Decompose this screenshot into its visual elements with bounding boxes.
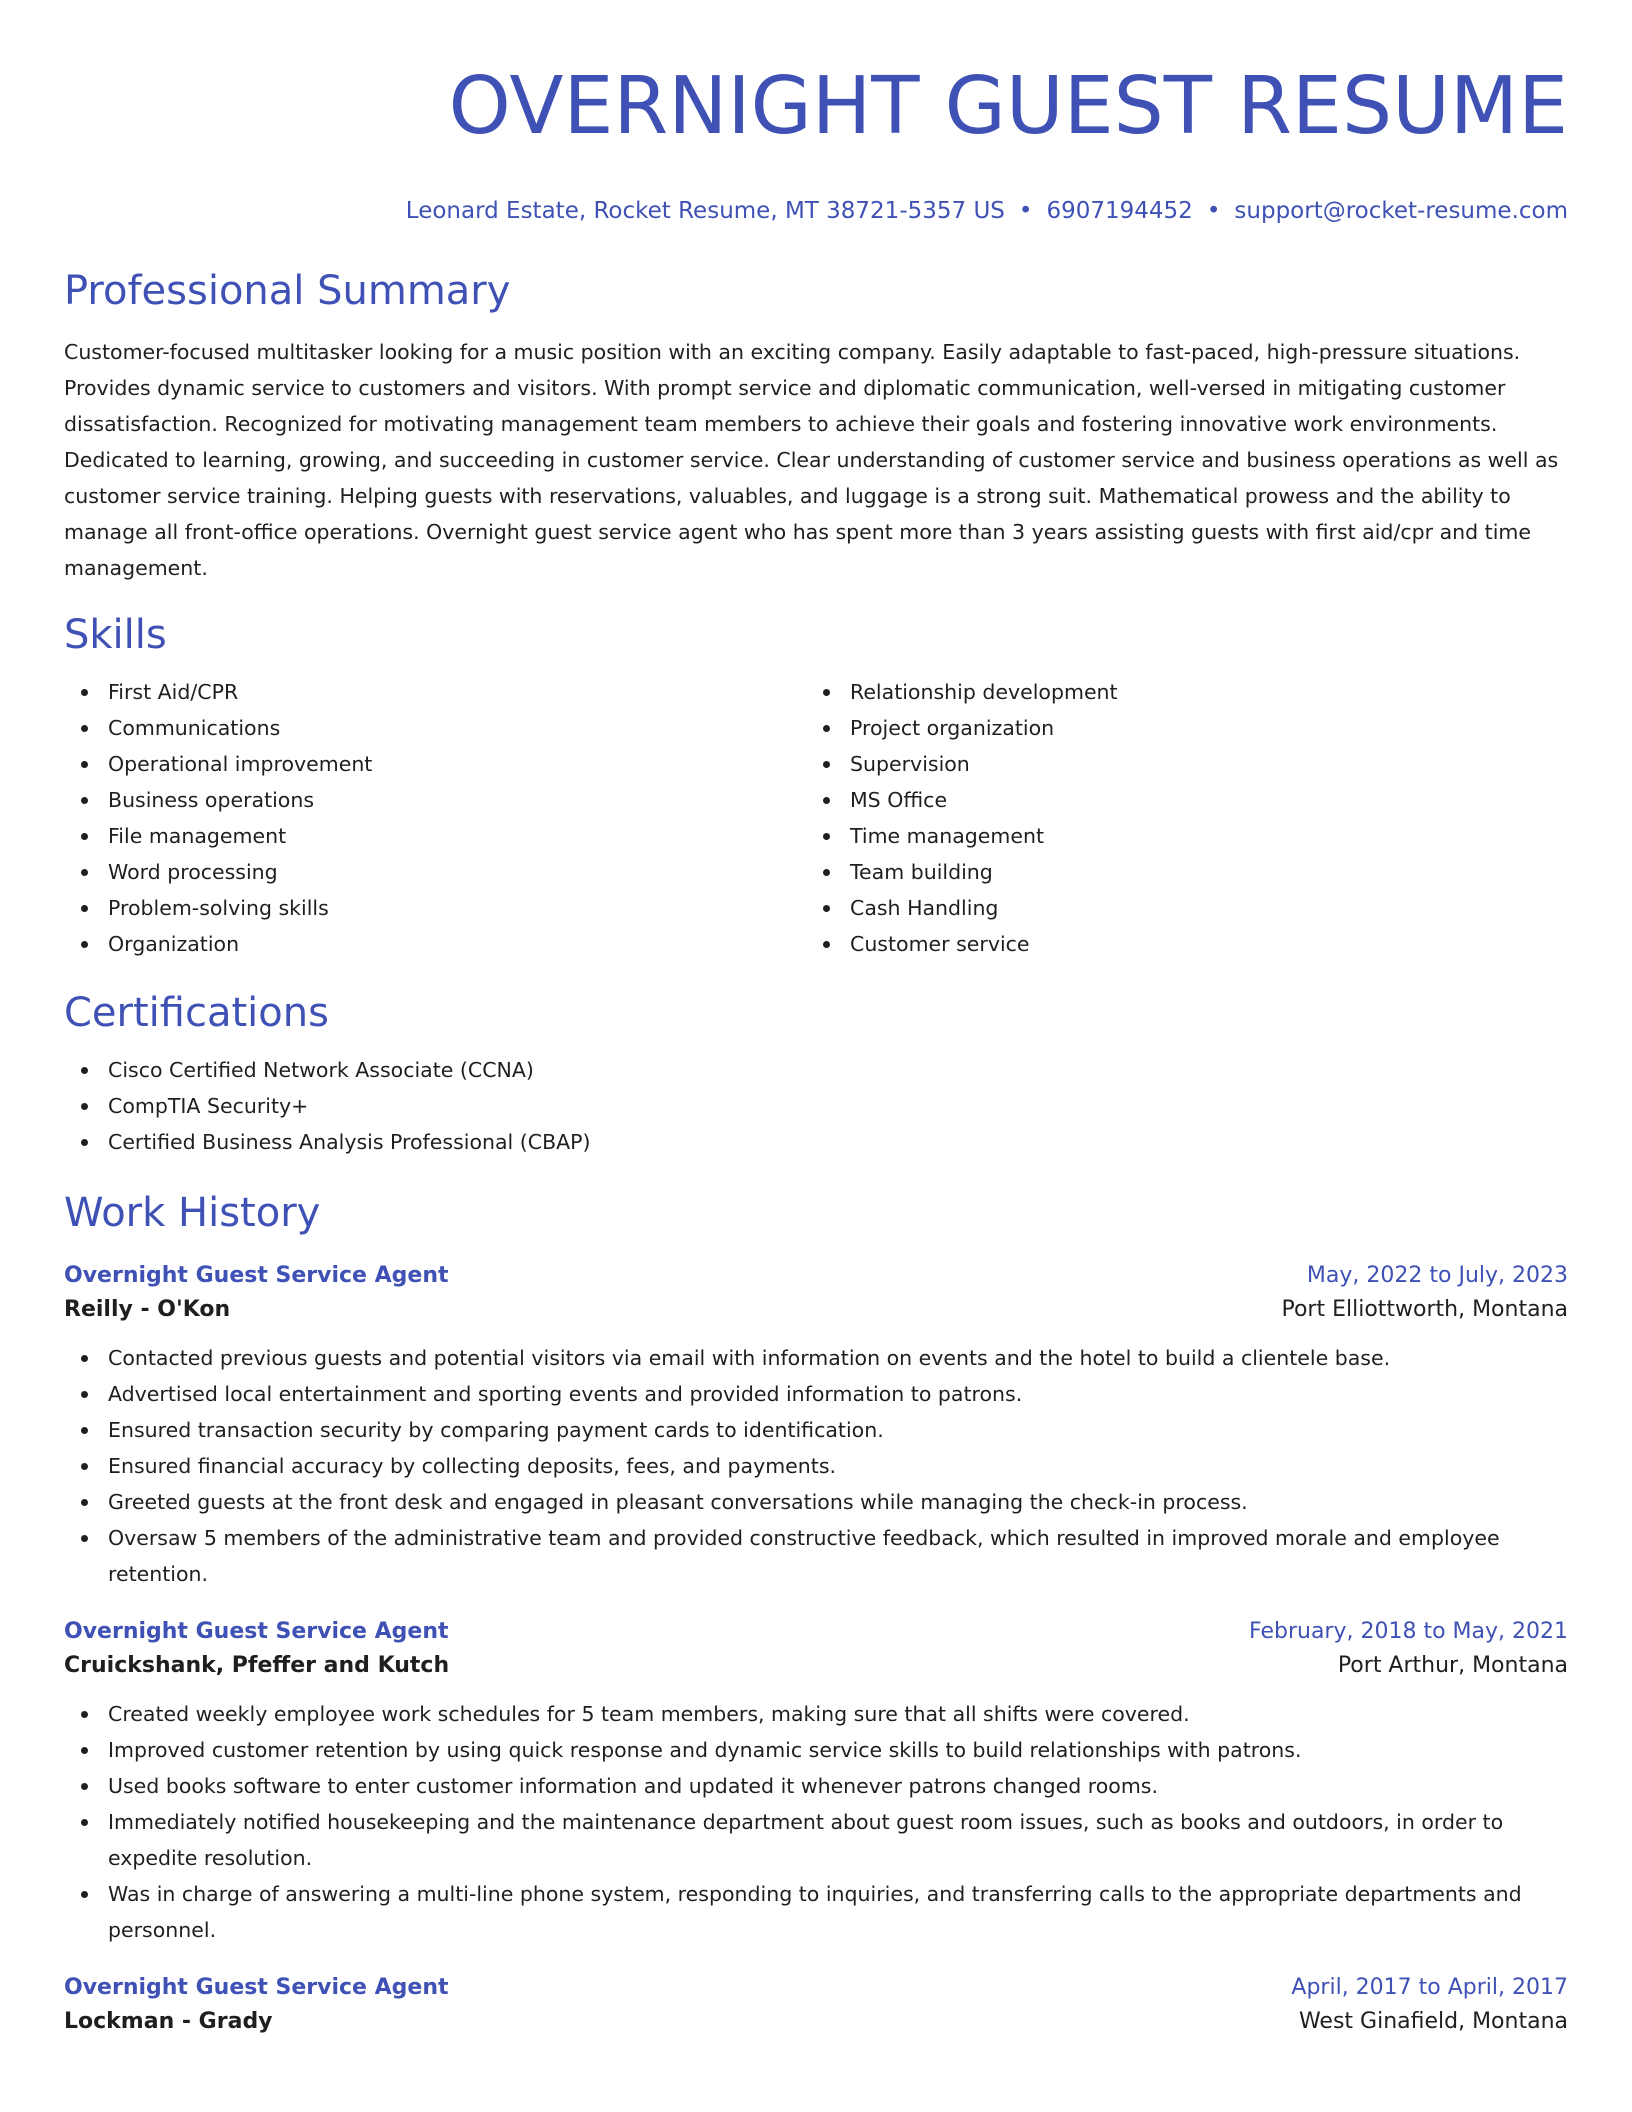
certification-item: Cisco Certified Network Associate (CCNA)	[108, 1052, 1568, 1088]
job-title: Overnight Guest Service Agent	[64, 1619, 449, 1644]
skill-item: Relationship development	[850, 674, 1548, 710]
job-company: Cruickshank, Pfeffer and Kutch	[64, 1653, 450, 1678]
skills-columns	[64, 674, 1568, 962]
skill-item: Team building	[850, 854, 1548, 890]
job-duty: Immediately notified housekeeping and the maintenance department about guest room issues, such as books and outdoors, in order to expedite resolution.	[108, 1804, 1568, 1876]
skills-heading: Skills	[64, 612, 167, 658]
skill-item: Problem-solving skills	[108, 890, 806, 926]
skills-left-list	[64, 674, 806, 962]
job-duty: Improved customer retention by using quick response and dynamic service skills to build relationships with patrons.	[108, 1732, 1568, 1768]
certification-item: Certified Business Analysis Professional (CBAP)	[108, 1124, 1568, 1160]
summary-text: Customer-focused multitasker looking for a music position with an exciting company. Easily adaptable to fast-paced, high-pressure situations. Provides dynamic service to customers and visitors. With prompt service and diplomatic communication, well-versed in mitigating customer dissatisfaction. Recognized for motivating management team members to achieve their goals and fostering innovative work environments. Dedicated to learning, growing, and succeeding in customer service. Clear understanding of customer service and business operations as well as customer service training. Helping guests with reservations, valuables, and luggage is a strong suit. Mathematical prowess and the ability to manage all front-office operations. Overnight guest service agent who has spent more than 3 years assisting guests with first aid/cpr and time management.	[64, 340, 1559, 580]
certification-item: CompTIA Security+	[108, 1088, 1568, 1124]
job-company: Reilly - O'Kon	[64, 1297, 231, 1322]
skill-item: Time management	[850, 818, 1548, 854]
work-history-list	[64, 1260, 1568, 2040]
work-history-heading: Work History	[64, 1190, 321, 1236]
job-company: Lockman - Grady	[64, 2009, 273, 2034]
skill-item: Customer service	[850, 926, 1548, 962]
skill-item: Supervision	[850, 746, 1548, 782]
skill-item: Word processing	[108, 854, 806, 890]
contact-phone: 6907194452	[1046, 198, 1193, 224]
job-dates: May, 2022 to July, 2023	[1306, 1263, 1568, 1288]
job-duty: Was in charge of answering a multi-line phone system, responding to inquiries, and transferring calls to the appropriate departments and personnel.	[108, 1876, 1568, 1948]
job-dates: April, 2017 to April, 2017	[1291, 1975, 1568, 2000]
skill-item: Business operations	[108, 782, 806, 818]
job-duty: Oversaw 5 members of the administrative team and provided constructive feedback, which resulted in improved morale and employee retention.	[108, 1520, 1568, 1592]
job-header-row	[64, 1972, 1568, 2004]
job-duty: Ensured transaction security by comparing payment cards to identification.	[108, 1412, 1568, 1448]
skill-item: Organization	[108, 926, 806, 962]
job-company-row	[64, 2004, 1568, 2040]
job-entry	[64, 1260, 1568, 1592]
contact-separator: •	[1018, 198, 1033, 224]
skill-item: Project organization	[850, 710, 1548, 746]
job-duties-list	[64, 1696, 1568, 1948]
job-duty: Greeted guests at the front desk and engaged in pleasant conversations while managing the check-in process.	[108, 1484, 1568, 1520]
skill-item: Operational improvement	[108, 746, 806, 782]
job-location: Port Arthur, Montana	[1337, 1653, 1568, 1678]
skill-item: File management	[108, 818, 806, 854]
contact-separator: •	[1206, 198, 1221, 224]
job-duty: Contacted previous guests and potential visitors via email with information on events and the hotel to build a clientele base.	[108, 1340, 1568, 1376]
resume-name: OVERNIGHT GUEST RESUME	[448, 60, 1568, 152]
job-duty: Ensured financial accuracy by collecting deposits, fees, and payments.	[108, 1448, 1568, 1484]
resume-page	[64, 0, 1568, 2040]
certifications-heading: Certifications	[64, 990, 329, 1036]
job-duty: Created weekly employee work schedules for 5 team members, making sure that all shifts were covered.	[108, 1696, 1568, 1732]
contact-email: support@rocket-resume.com	[1234, 198, 1568, 224]
job-company-row	[64, 1292, 1568, 1328]
skill-item: Cash Handling	[850, 890, 1548, 926]
job-duties-list	[64, 1340, 1568, 1592]
skill-item: Communications	[108, 710, 806, 746]
job-location: West Ginafield, Montana	[1298, 2009, 1568, 2034]
job-entry	[64, 1972, 1568, 2040]
certifications-list	[64, 1052, 1568, 1160]
contact-line	[64, 196, 1568, 226]
skills-right-list	[806, 674, 1548, 962]
job-duty: Used books software to enter customer information and updated it whenever patrons changed rooms.	[108, 1768, 1568, 1804]
summary-heading: Professional Summary	[64, 268, 511, 314]
job-company-row	[64, 1648, 1568, 1684]
job-location: Port Elliottworth, Montana	[1281, 1297, 1568, 1322]
job-duty: Advertised local entertainment and sporting events and provided information to patrons.	[108, 1376, 1568, 1412]
skill-item: MS Office	[850, 782, 1548, 818]
skill-item: First Aid/CPR	[108, 674, 806, 710]
job-title: Overnight Guest Service Agent	[64, 1975, 449, 2000]
contact-address: Leonard Estate, Rocket Resume, MT 38721-5357 US	[405, 198, 1005, 224]
job-header-row	[64, 1616, 1568, 1648]
job-title: Overnight Guest Service Agent	[64, 1263, 449, 1288]
job-dates: February, 2018 to May, 2021	[1249, 1619, 1568, 1644]
job-header-row	[64, 1260, 1568, 1292]
job-entry	[64, 1616, 1568, 1948]
